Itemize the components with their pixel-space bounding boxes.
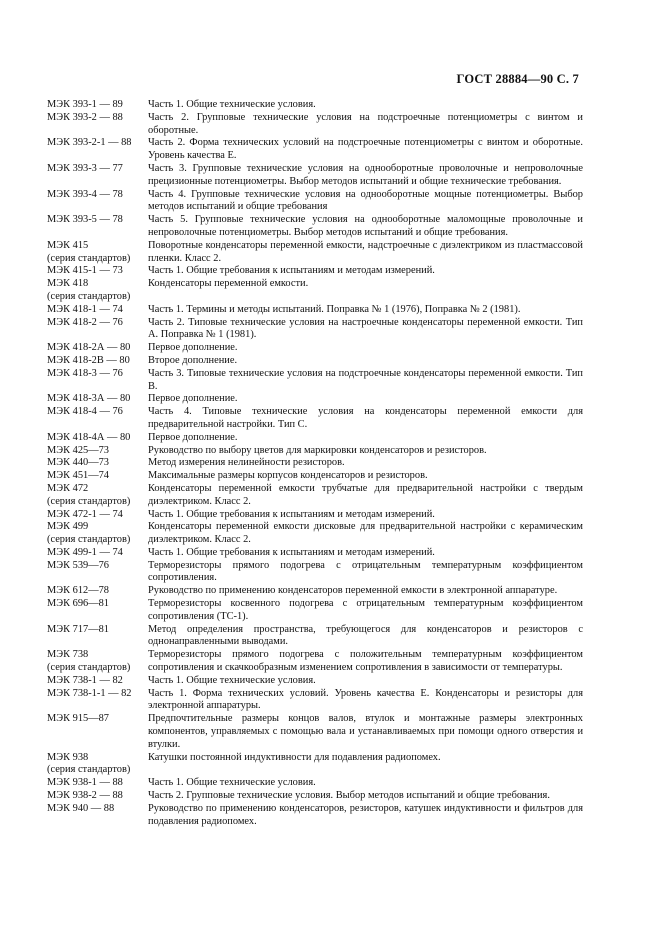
standard-number: МЭК 717—81: [47, 623, 109, 635]
standard-description: Часть 1. Форма технических условий. Уровень качества Е. Конденсаторы и резисторы для электронной аппаратуры.: [148, 687, 583, 712]
standard-description: Предпочтительные размеры концов валов, втулок и монтажные размеры электронных компонентов, управляемых с помощью вала и устанавливаемых при помощи одного отверстия и втулки.: [148, 713, 583, 750]
standard-code: [47, 163, 148, 189]
page-header: ГОСТ 28884—90 С. 7: [456, 72, 579, 86]
standard-code: [47, 803, 148, 829]
standard-entry: [47, 675, 583, 688]
standard-number: МЭК 393-2 — 88: [47, 111, 123, 123]
standard-entry: [47, 355, 583, 368]
standard-description: Метод измерения нелинейности резисторов.: [148, 457, 345, 469]
standard-number: МЭК 738: [47, 649, 89, 661]
standard-number: МЭК 393-2-1 — 88: [47, 137, 132, 149]
standard-code: [47, 99, 148, 112]
standard-number: МЭК 418-4А — 80: [47, 431, 131, 443]
standard-number: МЭК 472: [47, 482, 89, 494]
standard-entry: [47, 265, 583, 278]
standard-number: МЭК 393-1 — 89: [47, 99, 123, 110]
standard-number: МЭК 451—74: [47, 470, 109, 482]
standard-series-note: (серия стандартов): [47, 290, 131, 302]
standard-number: МЭК 472-1 — 74: [47, 508, 123, 520]
standard-description: Руководство по применению конденсаторов, резисторов, катушек индуктивности и фильтров для подавления радиопомех.: [148, 802, 583, 827]
standard-code: [47, 777, 148, 790]
standard-code: [47, 790, 148, 803]
standard-description: Катушки постоянной индуктивности для подавления радиопомех.: [148, 751, 441, 763]
standard-description: Терморезисторы косвенного подогрева с отрицательным температурным коэффициентом сопротивления (ТС-1).: [148, 598, 583, 622]
standard-entry: [47, 547, 583, 560]
standard-code: [47, 112, 148, 138]
standard-description: Часть 2. Типовые технические условия на настроечные конденсаторы переменной емкости. Тип А. Поправка № 1 (1981).: [148, 316, 583, 341]
standard-number: МЭК 418-3 — 76: [47, 367, 123, 379]
standard-description: Часть 1. Общие технические условия.: [148, 777, 316, 789]
standard-number: МЭК 393-5 — 78: [47, 214, 123, 226]
standard-description: Конденсаторы переменной емкости трубчатые для предварительной настройки с твердым диэлектриком. Класс 2.: [148, 482, 583, 507]
standard-number: МЭК 418: [47, 278, 89, 290]
standard-description: Терморезисторы прямого подогрева с положительным температурным коэффициентом сопротивления и скачкообразным изменением сопротивления в зависимости от температуры.: [148, 649, 583, 674]
standard-code: [47, 189, 148, 215]
standard-entry: [47, 342, 583, 355]
standard-number: МЭК 940 — 88: [47, 802, 115, 814]
standard-description: Конденсаторы переменной емкости.: [148, 278, 309, 290]
standard-number: МЭК 612—78: [47, 585, 109, 597]
standard-entry: [47, 624, 583, 650]
standard-entry: [47, 445, 583, 458]
standard-entry: [47, 304, 583, 317]
standard-entry: [47, 483, 583, 509]
standard-code: [47, 752, 148, 778]
standard-entry: [47, 470, 583, 483]
standard-description: Часть 1. Общие технические условия.: [148, 99, 316, 110]
standard-entry: [47, 509, 583, 522]
standard-entry: [47, 432, 583, 445]
standard-entry: [47, 752, 583, 778]
standard-number: МЭК 938-1 — 88: [47, 777, 123, 789]
standard-number: МЭК 938: [47, 751, 89, 763]
standard-code: [47, 509, 148, 522]
standard-entry: [47, 585, 583, 598]
standard-number: МЭК 938-2 — 88: [47, 790, 123, 802]
standard-series-note: (серия стандартов): [47, 662, 131, 674]
standard-code: [47, 470, 148, 483]
standard-number: МЭК 440—73: [47, 457, 109, 469]
standards-list: [47, 99, 583, 828]
standard-entry: [47, 521, 583, 547]
standard-code: [47, 137, 148, 163]
standard-number: МЭК 393-4 — 78: [47, 188, 123, 200]
standard-entry: [47, 240, 583, 266]
standard-description: Часть 4. Групповые технические условия на однооборотные мощные потенциометры. Выбор методов испытаний и общие требования: [148, 188, 583, 213]
standard-description: Часть 2. Групповые технические условия на подстроечные потенциометры с винтом и оборотные.: [148, 111, 583, 136]
standard-entry: [47, 189, 583, 215]
standard-description: Часть 3. Групповые технические условия на однооборотные проволочные и непроволочные прецизионные потенциометры. Выбор методов испытаний и общие технические требования.: [148, 162, 583, 187]
standard-series-note: (серия стандартов): [47, 534, 131, 546]
standard-series-note: (серия стандартов): [47, 495, 131, 507]
standard-entry: [47, 406, 583, 432]
standard-description: Руководство по применению конденсаторов переменной емкости в электронной аппаратуре.: [148, 585, 558, 597]
standard-number: МЭК 738-1 — 82: [47, 674, 123, 686]
standard-series-note: (серия стандартов): [47, 252, 131, 264]
standard-code: [47, 483, 148, 509]
standard-entry: [47, 278, 583, 304]
standard-number: МЭК 539—76: [47, 559, 109, 571]
standard-code: [47, 214, 148, 240]
standard-description: Часть 1. Общие требования к испытаниям и методам измерений.: [148, 546, 435, 558]
standard-number: МЭК 418-1 — 74: [47, 303, 123, 315]
standard-series-note: (серия стандартов): [47, 764, 131, 776]
standard-number: МЭК 425—73: [47, 444, 109, 456]
standard-entry: [47, 777, 583, 790]
standard-entry: [47, 368, 583, 394]
standard-description: Часть 1. Общие требования к испытаниям и методам измерений.: [148, 265, 435, 277]
standard-code: [47, 445, 148, 458]
standard-description: Первое дополнение.: [148, 342, 238, 354]
standard-entry: [47, 688, 583, 714]
standard-description: Поворотные конденсаторы переменной емкости, надстроечные с диэлектриком из пластмассовой пленки. Класс 2.: [148, 239, 583, 264]
standard-code: [47, 585, 148, 598]
standard-number: МЭК 915—87: [47, 713, 109, 725]
standard-description: Часть 2. Форма технических условий на подстроечные потенциометры с винтом и оборотные. Уровень качества Е.: [148, 137, 583, 162]
standard-description: Часть 1. Общие технические условия.: [148, 674, 316, 686]
standard-number: МЭК 738-1-1 — 82: [47, 687, 132, 699]
standard-code: [47, 355, 148, 368]
standard-number: МЭК 696—81: [47, 598, 109, 610]
standard-number: МЭК 415-1 — 73: [47, 265, 123, 277]
standard-number: МЭК 418-2 — 76: [47, 316, 123, 328]
standard-entry: [47, 317, 583, 343]
standard-description: Часть 4. Типовые технические условия на конденсаторы переменной емкости для предварительной настройки. Тип С.: [148, 406, 583, 430]
standard-description: Часть 2. Групповые технические условия. Выбор методов испытаний и общие требования.: [148, 790, 550, 802]
standard-description: Первое дополнение.: [148, 431, 238, 443]
standard-code: [47, 317, 148, 343]
standard-code: [47, 278, 148, 304]
standard-code: [47, 368, 148, 394]
standard-number: МЭК 418-2А — 80: [47, 342, 131, 354]
standard-description: Часть 1. Термины и методы испытаний. Поправка № 1 (1976), Поправка № 2 (1981).: [148, 303, 521, 315]
standard-code: [47, 649, 148, 675]
standard-number: МЭК 499-1 — 74: [47, 546, 123, 558]
standard-entry: [47, 598, 583, 624]
standard-entry: [47, 560, 583, 586]
standard-number: МЭК 499: [47, 521, 89, 533]
standard-description: Второе дополнение.: [148, 354, 238, 366]
standard-code: [47, 713, 148, 751]
standard-entry: [47, 99, 583, 112]
standard-code: [47, 457, 148, 470]
standard-description: Терморезисторы прямого подогрева с отрицательным температурным коэффициентом сопротивления.: [148, 559, 583, 584]
standard-entry: [47, 112, 583, 138]
standard-code: [47, 342, 148, 355]
standard-number: МЭК 393-3 — 77: [47, 162, 123, 174]
standard-code: [47, 688, 148, 714]
standard-entry: [47, 393, 583, 406]
standard-number: МЭК 418-2В — 80: [47, 354, 130, 366]
standard-description: Первое дополнение.: [148, 393, 238, 405]
standard-description: Метод определения пространства, требующегося для конденсаторов и резисторов с однонаправленными выводами.: [148, 623, 583, 648]
standard-description: Руководство по выбору цветов для маркировки конденсаторов и резисторов.: [148, 444, 487, 456]
standard-number: МЭК 415: [47, 239, 89, 251]
standard-code: [47, 393, 148, 406]
standard-description: Конденсаторы переменной емкости дисковые для предварительной настройки с керамическим диэлектриком. Класс 2.: [148, 521, 583, 546]
standard-code: [47, 560, 148, 586]
standard-number: МЭК 418-3А — 80: [47, 393, 131, 405]
standard-entry: [47, 790, 583, 803]
standard-description: Часть 1. Общие требования к испытаниям и методам измерений.: [148, 508, 435, 520]
standard-code: [47, 675, 148, 688]
standard-code: [47, 624, 148, 650]
standard-entry: [47, 163, 583, 189]
standard-code: [47, 598, 148, 624]
standard-description: Максимальные размеры корпусов конденсаторов и резисторов.: [148, 470, 428, 482]
standard-code: [47, 304, 148, 317]
standard-code: [47, 432, 148, 445]
standard-entry: [47, 713, 583, 751]
standard-code: [47, 547, 148, 560]
standard-entry: [47, 649, 583, 675]
standard-description: Часть 3. Типовые технические условия на подстроечные конденсаторы переменной емкости. Тип В.: [148, 367, 583, 392]
standard-code: [47, 521, 148, 547]
standard-code: [47, 406, 148, 432]
standard-code: [47, 265, 148, 278]
standard-description: Часть 5. Групповые технические условия на однооборотные маломощные проволочные и непроволочные потенциометры. Выбор методов испытаний и общие требования.: [148, 214, 583, 238]
standard-entry: [47, 214, 583, 240]
standard-code: [47, 240, 148, 266]
standard-entry: [47, 137, 583, 163]
standard-entry: [47, 457, 583, 470]
standard-entry: [47, 803, 583, 829]
standard-number: МЭК 418-4 — 76: [47, 406, 123, 418]
